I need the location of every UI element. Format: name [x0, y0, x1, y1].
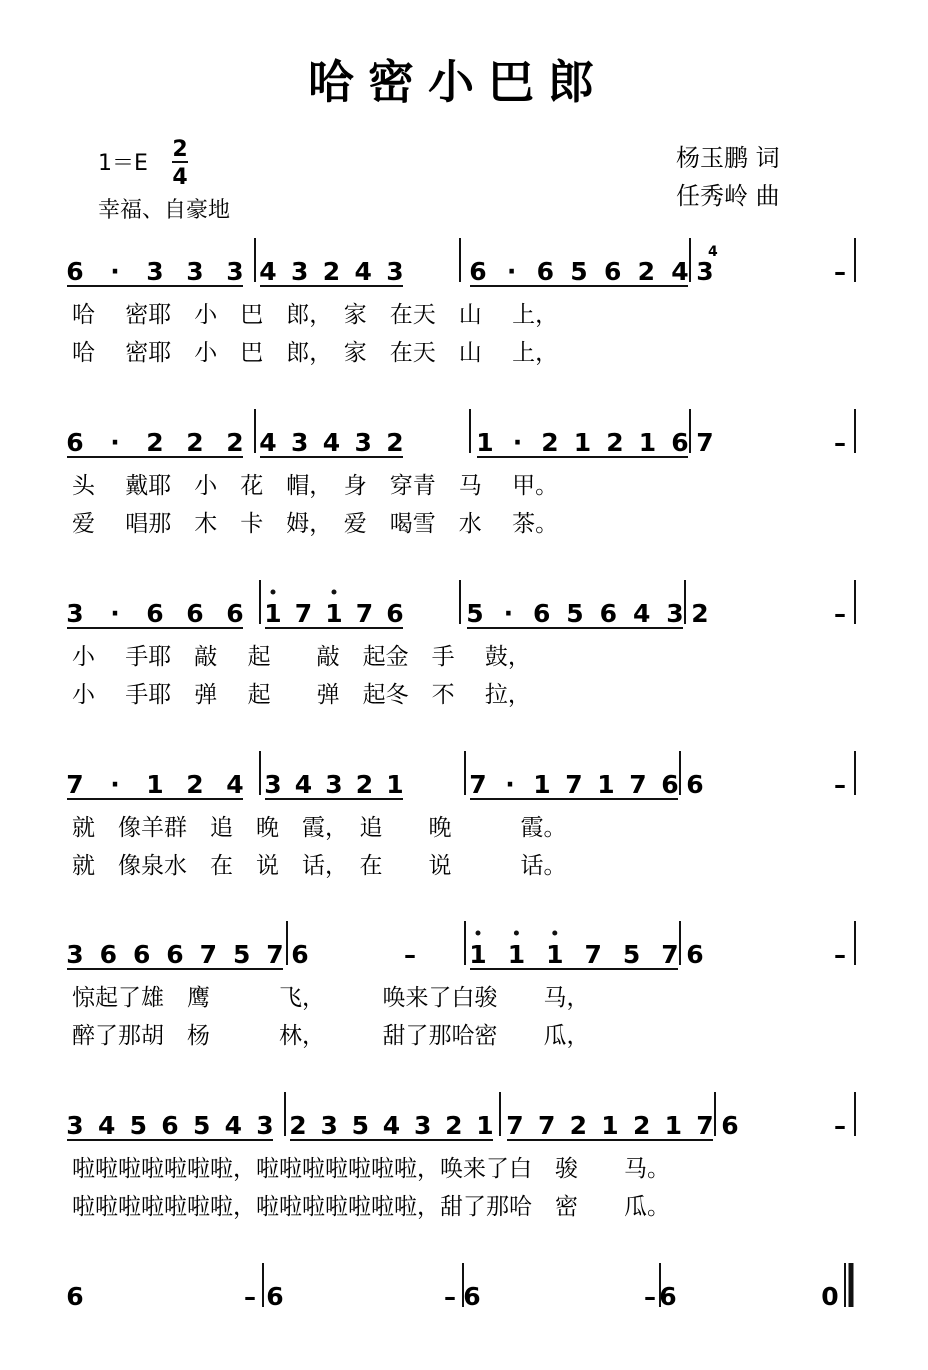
note: 2	[322, 257, 341, 286]
note: 4	[632, 599, 651, 628]
octave-dot	[332, 590, 337, 595]
octave-dot	[552, 931, 557, 936]
note: ·	[110, 599, 120, 628]
sustain-dash: –	[834, 1112, 846, 1140]
note: ·	[505, 770, 515, 799]
note: 2	[637, 257, 656, 286]
note: 5	[570, 257, 588, 286]
note: 1	[386, 770, 404, 799]
note: 1	[325, 599, 343, 628]
lyric-line: 啦啦啦啦啦啦啦，啦啦啦啦啦啦啦，甜了那哈 密 瓜。	[72, 1194, 670, 1220]
note: 7	[199, 940, 218, 969]
note: 3	[256, 1111, 274, 1140]
note: 7	[629, 770, 647, 799]
note: ·	[503, 599, 514, 628]
lyric-line: 惊起了雄 鹰 飞， 唤来了白骏 马，	[72, 985, 590, 1011]
sustain-dash: –	[404, 941, 416, 969]
note: 3	[386, 257, 404, 286]
note: ·	[110, 770, 120, 799]
note: 0	[821, 1282, 839, 1311]
note: 4	[259, 257, 277, 286]
key-signature: 1＝E	[98, 151, 148, 176]
score-row	[66, 409, 855, 537]
note: 1	[601, 1111, 619, 1140]
tempo-marking: 幸福、自豪地	[98, 198, 231, 223]
note: 3	[325, 770, 343, 799]
note: 6	[266, 1282, 284, 1311]
sustain-dash: –	[644, 1283, 656, 1311]
note: 3	[66, 599, 84, 628]
note: 6	[99, 940, 118, 969]
note: 2	[541, 428, 559, 457]
note: ·	[512, 428, 523, 457]
note: 4	[671, 257, 689, 286]
sustain-dash: –	[834, 258, 846, 286]
sustain-dash: –	[834, 941, 846, 969]
note: 1	[573, 428, 592, 457]
note: 6	[166, 940, 184, 969]
note: 3	[354, 428, 372, 457]
lyric-line: 爱 唱那 木 卡 姆， 爱 喝雪 水 茶。	[72, 511, 559, 537]
note: 5	[466, 599, 484, 628]
note: 2	[289, 1111, 307, 1140]
lyric-line: 啦啦啦啦啦啦啦，啦啦啦啦啦啦啦，唤来了白 骏 马。	[72, 1156, 670, 1182]
sustain-dash: –	[244, 1283, 256, 1311]
note: 6	[386, 599, 404, 628]
note: 7	[66, 770, 84, 799]
note: 4	[97, 1111, 116, 1140]
note: 2	[386, 428, 404, 457]
note: 5	[622, 940, 641, 969]
note: 7	[355, 599, 374, 628]
note: 1	[546, 940, 564, 969]
lyric-line: 头 戴耶 小 花 帽， 身 穿青 马 甲。	[72, 473, 559, 499]
note: 3	[320, 1111, 338, 1140]
note: 5	[351, 1111, 370, 1140]
note: 4	[224, 1111, 243, 1140]
lyricist-credit: 杨玉鹏 词	[676, 144, 780, 172]
note: 7	[661, 940, 679, 969]
note: 2	[569, 1111, 588, 1140]
note: 3	[66, 1111, 84, 1140]
note: 7	[696, 428, 714, 457]
note: ·	[110, 428, 120, 457]
note: 1	[664, 1111, 683, 1140]
note: 4	[322, 428, 341, 457]
note: 4	[259, 428, 277, 457]
note: 2	[146, 428, 164, 457]
lyric-line: 就 像泉水 在 说 话， 在 说 话。	[72, 853, 567, 879]
note: 6	[66, 1282, 84, 1311]
note: 6	[463, 1282, 481, 1311]
lyric-line: 小 手耶 敲 起 敲 起金 手 鼓，	[72, 644, 531, 670]
note: 1	[638, 428, 657, 457]
note: 4	[226, 770, 244, 799]
note: 2	[632, 1111, 651, 1140]
note: 6	[132, 940, 151, 969]
note: 6	[469, 257, 487, 286]
note: 7	[537, 1111, 556, 1140]
time-change-top: 4	[708, 244, 718, 260]
note: 3	[291, 428, 309, 457]
score-row	[66, 580, 855, 708]
note: 3	[291, 257, 309, 286]
note: 1	[469, 940, 487, 969]
note: 2	[226, 428, 244, 457]
note: 6	[603, 257, 622, 286]
note: 2	[606, 428, 624, 457]
time-signature	[172, 137, 188, 190]
note: 3	[666, 599, 684, 628]
note: 2	[691, 599, 709, 628]
note: 3	[66, 940, 84, 969]
note: 6	[659, 1282, 677, 1311]
note: 6	[661, 770, 679, 799]
note: 1	[507, 940, 526, 969]
note: ·	[506, 257, 517, 286]
note: 6	[66, 428, 84, 457]
note: 6	[66, 257, 84, 286]
note: 7	[696, 1111, 714, 1140]
note: 6	[226, 599, 244, 628]
lyric-line: 小 手耶 弹 起 弹 起冬 不 拉，	[72, 682, 531, 708]
note: 7	[506, 1111, 524, 1140]
composer-credit: 任秀岭 曲	[676, 182, 780, 210]
note: 3	[186, 257, 204, 286]
time-signature-bottom: 4	[172, 165, 188, 190]
score-rows	[66, 238, 855, 1311]
note: 3	[696, 257, 714, 286]
note: 3	[146, 257, 164, 286]
note: 2	[186, 770, 204, 799]
score-row	[66, 1092, 855, 1220]
note: 6	[532, 599, 551, 628]
note: 2	[186, 428, 204, 457]
note: 1	[146, 770, 164, 799]
lyric-line: 哈 密耶 小 巴 郎， 家 在天 山 上，	[72, 302, 559, 328]
lyric-line: 就 像羊群 追 晚 霞， 追 晚 霞。	[72, 815, 567, 841]
score-row	[66, 751, 855, 879]
note: 1	[264, 599, 282, 628]
note: 4	[382, 1111, 401, 1140]
note: 3	[264, 770, 282, 799]
note: 7	[565, 770, 583, 799]
note: 6	[599, 599, 618, 628]
note: 5	[192, 1111, 211, 1140]
note: 7	[266, 940, 284, 969]
note: 3	[226, 257, 244, 286]
note: 1	[476, 428, 494, 457]
sustain-dash: –	[834, 771, 846, 799]
note: 7	[584, 940, 602, 969]
note: 6	[291, 940, 309, 969]
note: 4	[354, 257, 372, 286]
sustain-dash: –	[834, 429, 846, 457]
note: 4	[294, 770, 313, 799]
time-signature-top: 2	[172, 137, 188, 162]
note: 2	[445, 1111, 463, 1140]
note: 1	[533, 770, 551, 799]
note: 5	[566, 599, 584, 628]
octave-dot	[476, 931, 481, 936]
note: 7	[294, 599, 313, 628]
note: 1	[597, 770, 615, 799]
note: 6	[161, 1111, 179, 1140]
song-title: 哈密小巴郎	[308, 55, 608, 109]
score-row	[66, 1263, 851, 1311]
time-change-marker	[708, 244, 718, 260]
octave-dot	[514, 931, 519, 936]
score-row	[66, 921, 855, 1049]
note: 2	[355, 770, 374, 799]
sustain-dash: –	[834, 600, 846, 628]
note: 6	[686, 770, 704, 799]
note: 6	[536, 257, 555, 286]
lyric-line: 醉了那胡 杨 林， 甜了那哈密 瓜，	[72, 1023, 590, 1049]
note: ·	[110, 257, 120, 286]
sustain-dash: –	[444, 1283, 456, 1311]
lyric-line: 哈 密耶 小 巴 郎， 家 在天 山 上，	[72, 340, 559, 366]
octave-dot	[271, 590, 276, 595]
score-row	[66, 238, 855, 366]
note: 3	[413, 1111, 432, 1140]
note: 6	[186, 599, 204, 628]
note: 6	[721, 1111, 739, 1140]
note: 6	[671, 428, 689, 457]
note: 7	[469, 770, 487, 799]
note: 6	[146, 599, 164, 628]
note: 6	[686, 940, 704, 969]
note: 5	[232, 940, 251, 969]
note: 1	[476, 1111, 494, 1140]
note: 5	[129, 1111, 148, 1140]
